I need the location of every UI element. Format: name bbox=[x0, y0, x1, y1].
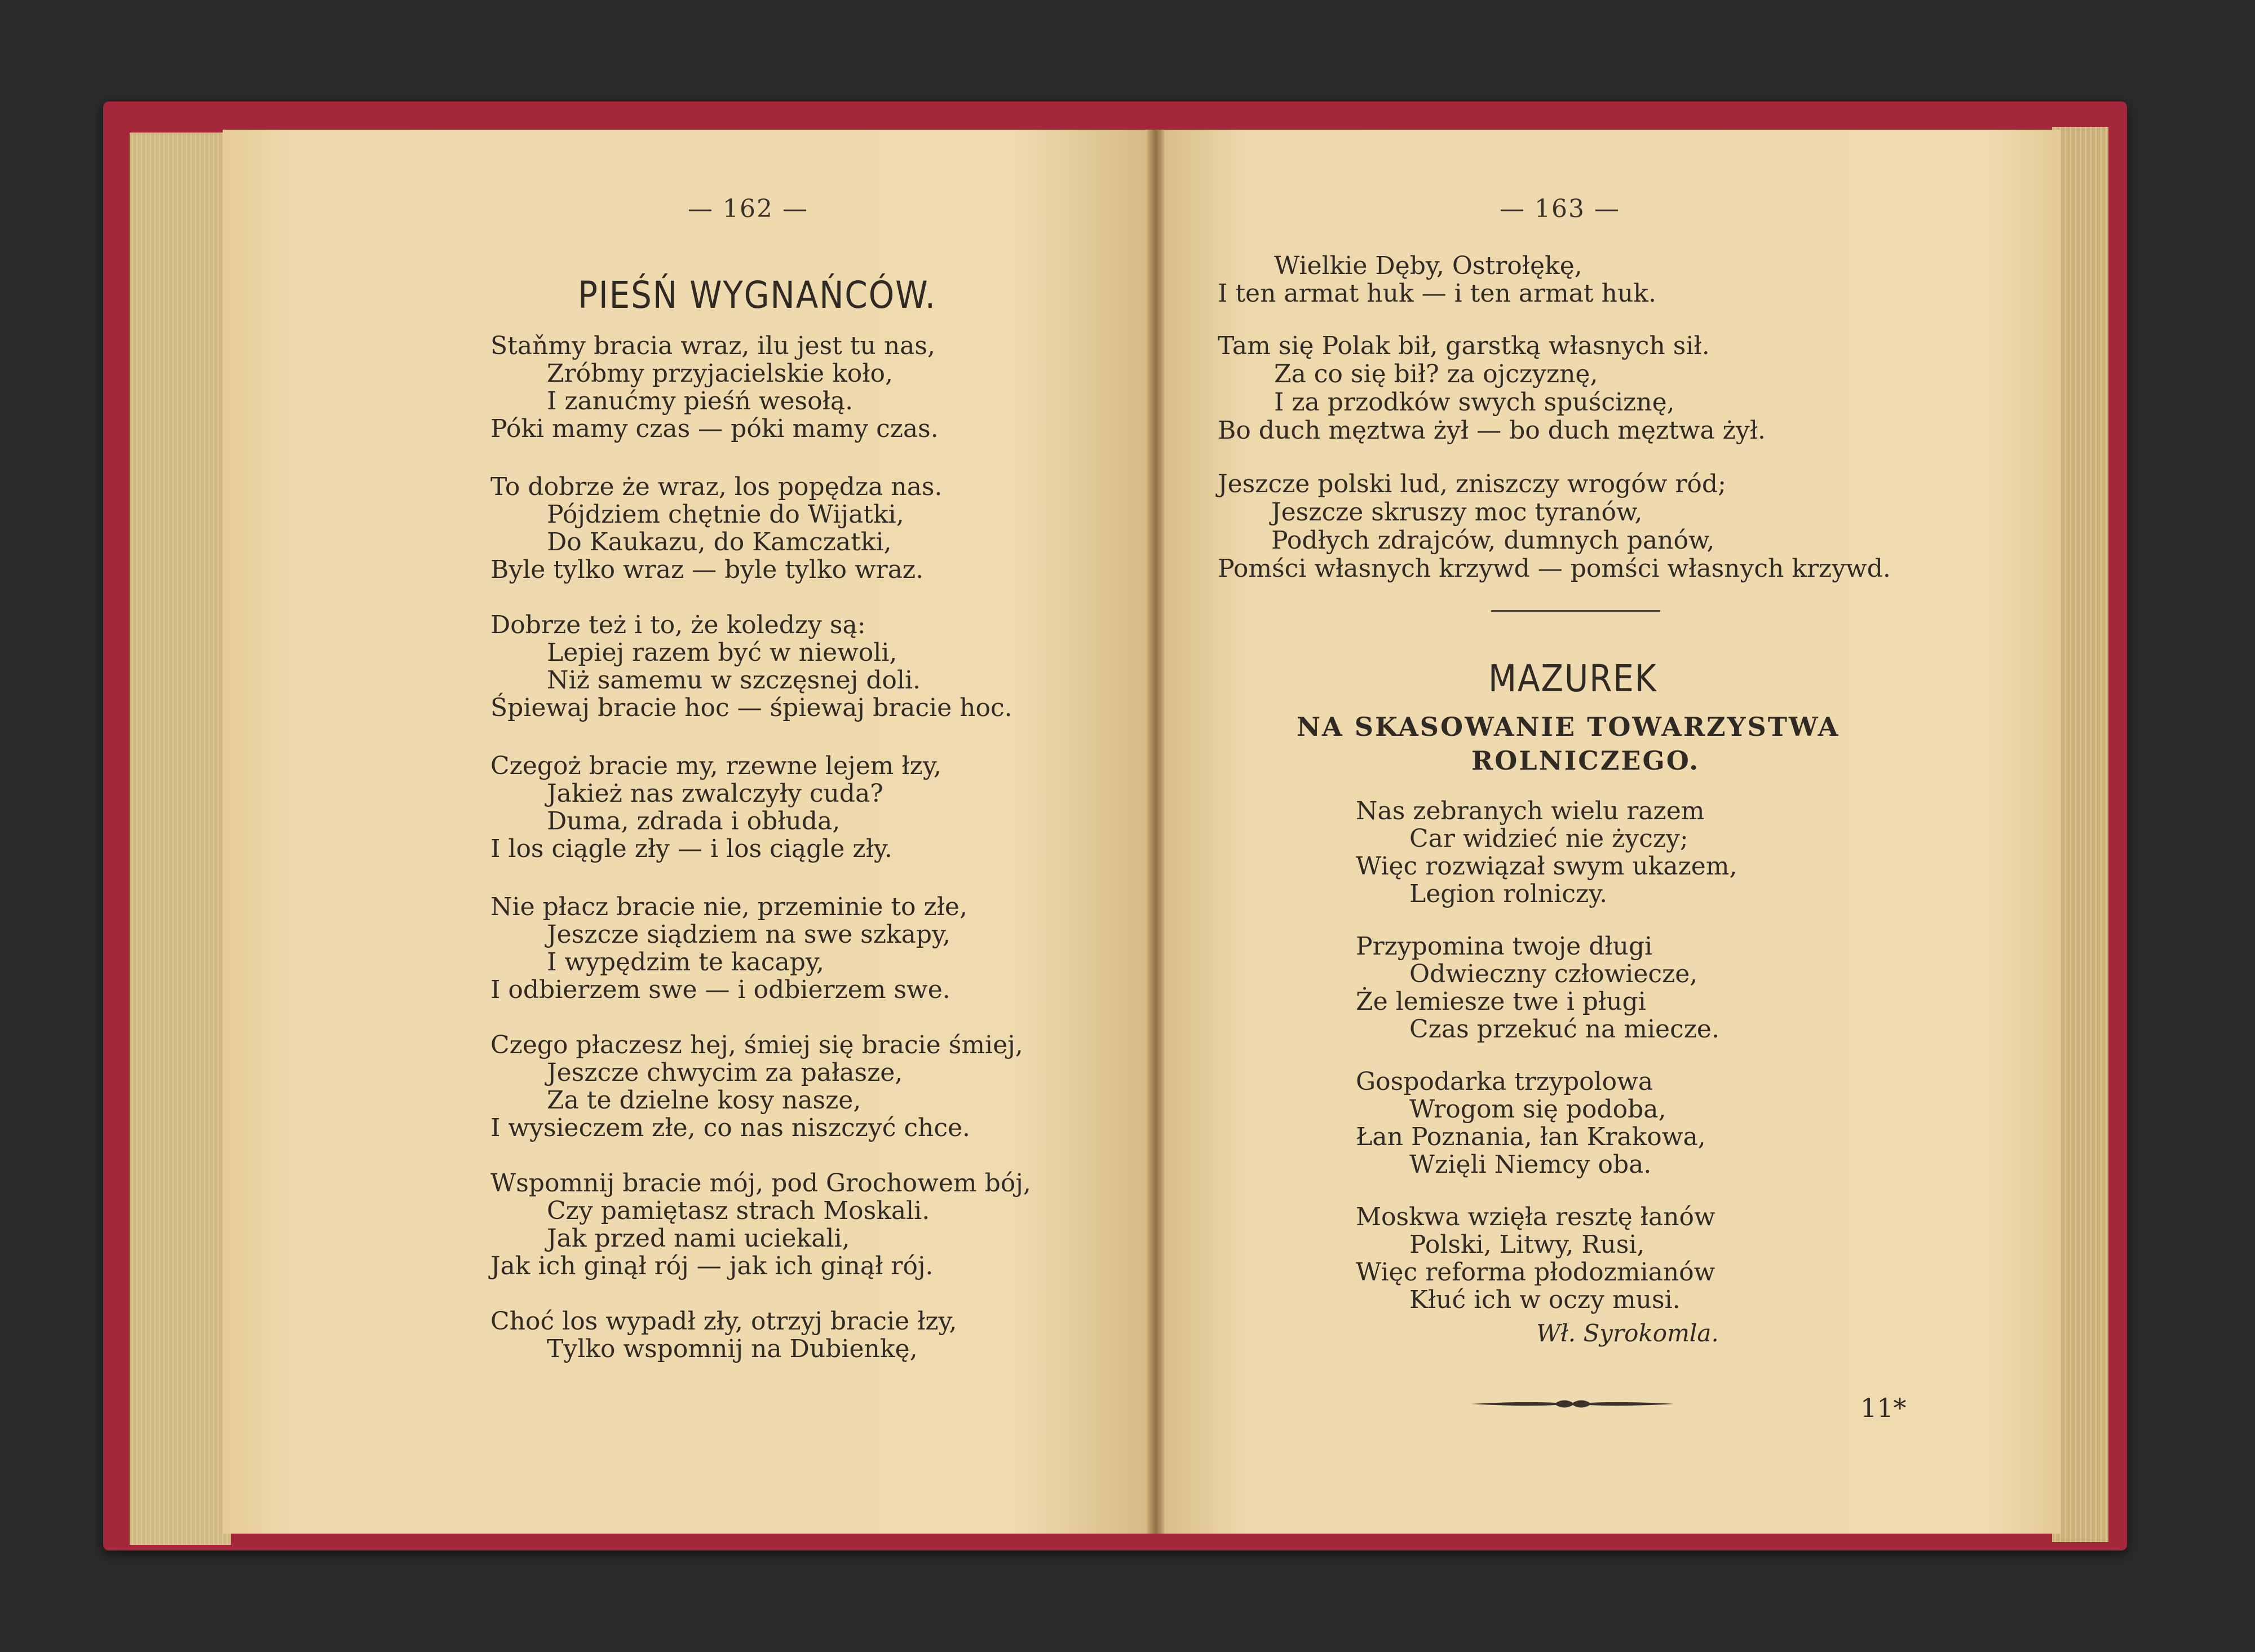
poem-line: Więc reforma płodozmianów bbox=[1356, 1258, 1715, 1287]
poem-line: I los ciągle zły — i los ciągle zły. bbox=[490, 834, 892, 863]
poem-line: Jak przed nami uciekali, bbox=[547, 1224, 850, 1253]
poem-line: Czy pamiętasz strach Moskali. bbox=[547, 1196, 930, 1225]
poem-line: Bo duch męztwa żył — bo duch męztwa żył. bbox=[1218, 416, 1766, 445]
poem-line: Czegoż bracie my, rzewne lejem łzy, bbox=[490, 752, 941, 780]
poem-line: Moskwa wzięła resztę łanów bbox=[1356, 1203, 1715, 1231]
section-divider bbox=[1491, 610, 1660, 612]
poem-title-right: MAZUREK bbox=[1488, 657, 1657, 700]
poem-line: Łan Poznania, łan Krakowa, bbox=[1356, 1123, 1706, 1151]
poem-title-left: PIEŚŃ WYGNAŃCÓW. bbox=[578, 273, 936, 317]
poem-line: Nas zebranych wielu razem bbox=[1356, 797, 1705, 825]
poem-line: Za co się bił? za ojczyznę, bbox=[1274, 360, 1598, 388]
poem-line: Jak ich ginął rój — jak ich ginął rój. bbox=[490, 1252, 934, 1280]
poem-line: Zróbmy przyjacielskie koło, bbox=[547, 359, 894, 388]
poem-line: Podłych zdrajców, dumnych panów, bbox=[1271, 526, 1715, 555]
author-signature bbox=[1536, 1319, 1719, 1347]
poem-line: Pomści własnych krzywd — pomści własnych krzywd. bbox=[1218, 554, 1891, 583]
poem-line: Byle tylko wraz — byle tylko wraz. bbox=[490, 555, 924, 584]
poem-line: Za te dzielne kosy nasze, bbox=[547, 1086, 861, 1115]
author-name: Wł. Syrokomla. bbox=[1536, 1319, 1719, 1347]
poem-line: Więc rozwiązał swym ukazem, bbox=[1356, 852, 1737, 881]
poem-line: Przypomina twoje długi bbox=[1356, 932, 1653, 961]
poem-line: Czas przekuć na miecze. bbox=[1409, 1015, 1719, 1044]
poem-line: Nie płacz bracie nie, przeminie to złe, bbox=[490, 893, 967, 921]
poem-line: Pójdziem chętnie do Wijatki, bbox=[547, 500, 904, 529]
poem-line: To dobrze że wraz, los popędza nas. bbox=[490, 472, 943, 501]
poem-line: Śpiewaj bracie hoc — śpiewaj bracie hoc. bbox=[490, 694, 1012, 722]
poem-line: Jakież nas zwalczyły cuda? bbox=[547, 779, 883, 808]
poem-line: Jeszcze chwycim za pałasze, bbox=[547, 1058, 903, 1087]
poem-line: Jeszcze siądziem na swe szkapy, bbox=[547, 920, 950, 949]
poem-line: Wzięli Niemcy oba. bbox=[1409, 1150, 1652, 1179]
left-page-edges bbox=[130, 132, 231, 1545]
poem-line: Wspomnij bracie mój, pod Grochowem bój, bbox=[490, 1169, 1031, 1198]
signature-mark: 11* bbox=[1860, 1393, 1907, 1423]
poem-line: Lepiej razem być w niewoli, bbox=[547, 638, 897, 667]
poem-line: I wysieczem złe, co nas niszczyć chce. bbox=[490, 1114, 970, 1142]
poem-line: Duma, zdrada i obłuda, bbox=[547, 807, 841, 836]
poem-line: Jeszcze polski lud, zniszczy wrogów ród; bbox=[1218, 470, 1726, 498]
poem-line: Wrogom się podoba, bbox=[1409, 1095, 1666, 1124]
poem-line: Niż samemu w szczęsnej doli. bbox=[547, 666, 921, 695]
right-page-edges bbox=[2052, 127, 2108, 1542]
poem-subtitle-line-2: ROLNICZEGO. bbox=[1471, 745, 1700, 776]
poem-line: Wielkie Dęby, Ostrołękę, bbox=[1274, 251, 1582, 280]
poem-line: Do Kaukazu, do Kamczatki, bbox=[547, 528, 892, 556]
poem-line: Jeszcze skruszy moc tyranów, bbox=[1271, 498, 1643, 527]
poem-line: Póki mamy czas — póki mamy czas. bbox=[490, 414, 939, 443]
poem-line: Dobrze też i to, że koledzy są: bbox=[490, 611, 866, 639]
poem-line: Tylko wspomnij na Dubienkę, bbox=[547, 1335, 918, 1363]
poem-line: Polski, Litwy, Rusi, bbox=[1409, 1230, 1645, 1259]
page-number-right: — 163 — bbox=[1500, 195, 1620, 223]
page-number-left: — 162 — bbox=[688, 195, 808, 223]
ornament-divider-icon bbox=[1471, 1395, 1674, 1412]
poem-line: I wypędzim te kacapy, bbox=[547, 948, 824, 977]
poem-line: I zanućmy pieśń wesołą. bbox=[547, 387, 854, 416]
poem-line: Odwieczny człowiecze, bbox=[1409, 960, 1698, 988]
poem-line: Że lemiesze twe i pługi bbox=[1356, 987, 1646, 1016]
poem-subtitle-line-1: NA SKASOWANIE TOWARZYSTWA bbox=[1297, 712, 1840, 742]
poem-line: Car widzieć nie życzy; bbox=[1409, 824, 1688, 853]
poem-line: I odbierzem swe — i odbierzem swe. bbox=[490, 975, 950, 1004]
poem-line: I ten armat huk — i ten armat huk. bbox=[1218, 279, 1656, 308]
poem-line: Legion rolniczy. bbox=[1409, 880, 1608, 908]
book-gutter bbox=[1147, 130, 1164, 1534]
poem-line: Gospodarka trzypolowa bbox=[1356, 1067, 1653, 1096]
poem-line: Choć los wypadł zły, otrzyj bracie łzy, bbox=[490, 1307, 957, 1336]
poem-line: Tam się Polak bił, garstką własnych sił. bbox=[1218, 332, 1710, 360]
poem-line: Czego płaczesz hej, śmiej się bracie śmiej, bbox=[490, 1031, 1023, 1059]
poem-line: Staňmy bracia wraz, ilu jest tu nas, bbox=[490, 332, 935, 360]
poem-line: I za przodków swych spuściznę, bbox=[1274, 388, 1675, 417]
poem-line: Kłuć ich w oczy musi. bbox=[1409, 1286, 1681, 1314]
